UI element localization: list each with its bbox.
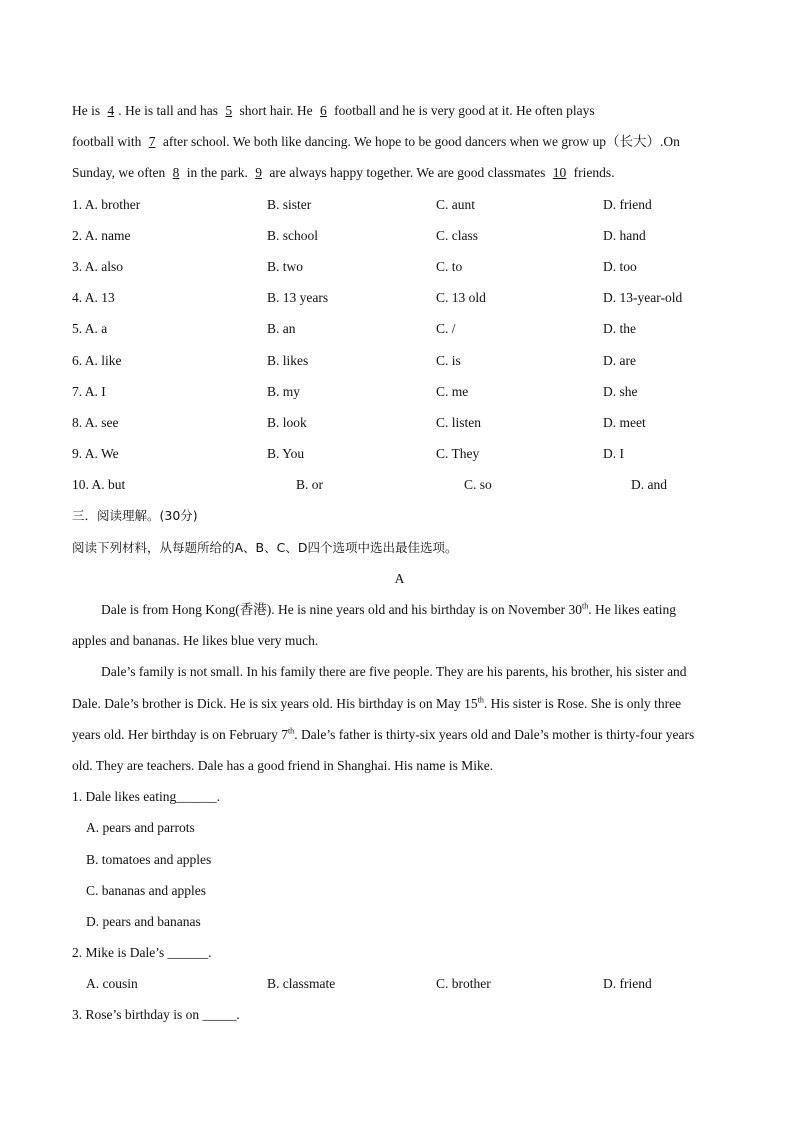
option-b: B. or — [296, 477, 323, 493]
passage-line-5 — [72, 719, 727, 750]
cloze-blank-6: 6 — [319, 103, 327, 118]
option-a: 6. A. like — [72, 352, 122, 368]
option-row-2 — [72, 220, 727, 251]
option-c: C. They — [436, 446, 480, 462]
option-c: C. class — [436, 227, 478, 243]
superscript: th — [582, 601, 589, 611]
option-c: C. so — [464, 477, 492, 493]
option-c: C. listen — [436, 414, 482, 430]
option-row-5 — [72, 313, 727, 344]
option-b: B. two — [267, 258, 304, 274]
cloze-line-1 — [72, 95, 727, 126]
q2-option-b: B. classmate — [267, 976, 336, 992]
q2-option-d: D. friend — [603, 976, 652, 992]
option-a: 3. A. also — [72, 258, 124, 274]
option-d: D. friend — [603, 196, 652, 212]
option-b: B. sister — [267, 196, 312, 212]
option-d: D. 13-year-old — [603, 290, 683, 306]
option-a: 1. A. brother — [72, 196, 141, 212]
option-d: D. and — [631, 477, 667, 493]
option-c: C. to — [436, 258, 463, 274]
answer-blank: ______ — [176, 789, 217, 805]
option-d: D. I — [603, 446, 624, 462]
question-text: . — [208, 945, 212, 961]
cloze-line-2 — [72, 126, 727, 157]
q2-options — [72, 968, 727, 999]
cloze-line-3 — [72, 157, 727, 188]
cloze-blank-4: 4 — [107, 103, 115, 118]
option-a: 2. A. name — [72, 227, 131, 243]
option-b: B. You — [267, 446, 305, 462]
option-a: 9. A. We — [72, 446, 119, 462]
q1-option-a: A. pears and parrots — [86, 820, 195, 836]
option-row-4 — [72, 282, 727, 313]
question-text: 2. Mike is Dale’s — [72, 945, 165, 961]
option-d: D. she — [603, 383, 638, 399]
superscript: th — [287, 726, 295, 736]
option-a: 4. A. 13 — [72, 290, 115, 306]
passage-line-6: old. They are teachers. Dale has a good friend in Shanghai. His name is Mike. — [72, 757, 494, 773]
question-text: 3. Rose’s birthday is on — [72, 1007, 200, 1023]
cloze-text: . He is tall and has — [118, 103, 222, 118]
cloze-text: are always happy together. We are good classmates — [265, 165, 549, 181]
option-d: D. are — [603, 352, 636, 368]
cloze-blank-5: 5 — [225, 103, 233, 118]
question-text: 1. Dale likes eating — [72, 789, 177, 805]
option-b: B. likes — [267, 352, 309, 368]
q2-option-a: A. cousin — [86, 976, 138, 992]
q2-option-c: C. brother — [436, 976, 491, 992]
option-a: 5. A. a — [72, 321, 108, 337]
passage-text: . He likes eating — [588, 602, 677, 617]
passage-line-4 — [72, 688, 727, 719]
question-3 — [72, 999, 727, 1030]
option-row-8 — [72, 407, 727, 438]
option-c: C. / — [436, 321, 456, 337]
question-text: . — [236, 1007, 240, 1023]
cloze-blank-10: 10 — [552, 165, 567, 181]
option-a: 10. A. but — [72, 477, 126, 493]
passage-text: Dale. Dale’s brother is Dick. He is six years old. His birthday is on May 15 — [72, 695, 478, 711]
cloze-blank-9: 9 — [255, 165, 262, 181]
question-2 — [72, 937, 727, 968]
option-row-9 — [72, 438, 727, 469]
worksheet-page — [72, 95, 727, 1031]
cloze-text: Sunday, we often — [72, 165, 169, 181]
cloze-text: football with — [72, 134, 145, 150]
option-row-1 — [72, 189, 727, 220]
superscript: th — [477, 695, 484, 705]
passage-label: A — [394, 570, 405, 586]
option-row-10 — [72, 469, 727, 500]
option-d: D. hand — [603, 227, 646, 243]
passage-line-2: apples and bananas. He likes blue very much. — [72, 633, 319, 649]
section-title: 三．阅读理解。(30分) — [72, 508, 198, 524]
question-1 — [72, 781, 727, 812]
passage-text: Dale is from Hong Kong(香港). He is nine years old and his birthday is on November 30 — [101, 602, 583, 617]
cloze-text: He is — [72, 103, 104, 118]
passage-text: . Dale’s father is thirty-six years old and Dale’s mother is thirty-four years — [294, 726, 695, 742]
option-c: C. me — [436, 383, 469, 399]
passage-text: . His sister is Rose. She is only three — [483, 695, 682, 711]
option-d: D. meet — [603, 414, 646, 430]
option-a: 7. A. I — [72, 383, 106, 399]
cloze-text: in the park. — [183, 165, 252, 181]
option-row-7 — [72, 376, 727, 407]
q1-option-c: C. bananas and apples — [86, 882, 206, 898]
passage-line-3: Dale’s family is not small. In his family there are five people. They are his parents, his brother, his sister and — [101, 664, 687, 680]
option-row-6 — [72, 345, 727, 376]
answer-blank: ______ — [167, 945, 209, 961]
option-b: B. look — [267, 414, 307, 430]
option-a: 8. A. see — [72, 414, 119, 430]
option-b: B. my — [267, 383, 301, 399]
option-c: C. is — [436, 352, 461, 368]
question-text: . — [216, 789, 221, 805]
option-d: D. the — [603, 321, 636, 337]
q1-option-d: D. pears and bananas — [86, 913, 201, 929]
answer-blank: _____ — [202, 1007, 237, 1023]
option-d: D. too — [603, 258, 637, 274]
option-b: B. 13 years — [267, 290, 329, 306]
cloze-blank-8: 8 — [172, 165, 180, 181]
cloze-blank-7: 7 — [148, 134, 156, 150]
option-b: B. school — [267, 227, 319, 243]
option-c: C. 13 old — [436, 290, 486, 306]
q1-option-b: B. tomatoes and apples — [86, 851, 212, 867]
option-b: B. an — [267, 321, 296, 337]
section-instruction: 阅读下列材料，从每题所给的A、B、C、D四个选项中选出最佳选项。 — [72, 539, 458, 555]
option-c: C. aunt — [436, 196, 475, 212]
cloze-text: football and he is very good at it. He often plays — [330, 103, 595, 118]
cloze-text: short hair. He — [236, 103, 316, 118]
passage-text: years old. Her birthday is on February 7 — [72, 726, 288, 742]
cloze-text: after school. We both like dancing. We hope to be good dancers when we grow up（长大）.On — [159, 134, 680, 150]
passage-line-1 — [72, 594, 727, 625]
option-row-3 — [72, 251, 727, 282]
cloze-text: friends. — [570, 165, 615, 181]
